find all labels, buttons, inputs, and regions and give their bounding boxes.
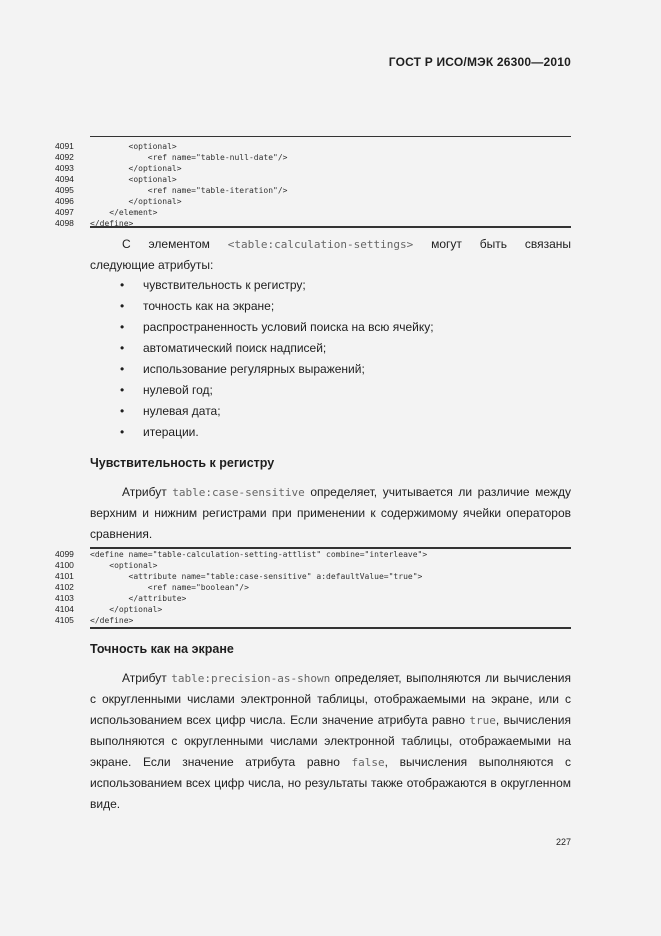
- line-number: 4095: [55, 185, 74, 195]
- line-number: 4101: [55, 571, 74, 581]
- code-text: </optional>: [90, 164, 182, 173]
- bullet-icon: •: [120, 320, 125, 334]
- bullet-icon: •: [120, 341, 125, 355]
- code-text: <ref name="boolean"/>: [90, 583, 249, 592]
- list-item: • точность как на экране;: [90, 296, 571, 317]
- list-item: • итерации.: [90, 422, 571, 443]
- code-text: </element>: [90, 208, 158, 217]
- code-text: </optional>: [90, 605, 163, 614]
- list-item: • чувствительность к регистру;: [90, 275, 571, 296]
- section1-paragraph: Атрибут table:case-sensitive определяет, учитывается ли различие между верхним и нижним регистрами при применении к содержимому ячейки операторов сравнения.: [90, 485, 571, 541]
- line-number: 4096: [55, 196, 74, 206]
- line-number: 4098: [55, 218, 74, 228]
- bullet-icon: •: [120, 383, 125, 397]
- line-number: 4104: [55, 604, 74, 614]
- value-false: false: [351, 756, 385, 769]
- intro-line-2: следующие атрибуты:: [90, 258, 214, 272]
- attribute-name: table:case-sensitive: [172, 486, 305, 499]
- list-item: • нулевой год;: [90, 380, 571, 401]
- intro-paragraph: [90, 234, 571, 276]
- code-text: </attribute>: [90, 594, 187, 603]
- line-number: 4094: [55, 174, 74, 184]
- intro-word: связаны: [524, 237, 571, 251]
- code-text: </define>: [90, 219, 134, 228]
- code-bottom-rule: [90, 627, 571, 629]
- line-number: 4105: [55, 615, 74, 625]
- list-item: • нулевая дата;: [90, 401, 571, 422]
- intro-word: С: [122, 237, 131, 251]
- line-number: 4102: [55, 582, 74, 592]
- code-text: <optional>: [90, 175, 177, 184]
- value-true: true: [469, 714, 496, 727]
- bullet-icon: •: [120, 362, 125, 376]
- line-number: 4097: [55, 207, 74, 217]
- document-header: ГОСТ Р ИСО/МЭК 26300—2010: [388, 55, 571, 69]
- bullet-icon: •: [120, 425, 125, 439]
- line-number: 4099: [55, 549, 74, 559]
- attribute-list: [90, 275, 571, 443]
- intro-word: элементом: [148, 237, 210, 251]
- bullet-icon: •: [120, 299, 125, 313]
- attribute-name: table:precision-as-shown: [171, 672, 331, 685]
- list-item: • автоматический поиск надписей;: [90, 338, 571, 359]
- section-heading-precision: Точность как на экране: [90, 642, 234, 656]
- list-item: • использование регулярных выражений;: [90, 359, 571, 380]
- line-number: 4103: [55, 593, 74, 603]
- bullet-icon: •: [120, 278, 125, 292]
- code-text: </optional>: [90, 197, 182, 206]
- intro-word: могут: [431, 237, 462, 251]
- code-text: <define name="table-calculation-setting-attlist" combine="interleave">: [90, 550, 428, 559]
- list-item: • распространенность условий поиска на всю ячейку;: [90, 317, 571, 338]
- line-number: 4100: [55, 560, 74, 570]
- page-number: 227: [556, 837, 572, 847]
- code-text: </define>: [90, 616, 134, 625]
- line-number: 4091: [55, 141, 74, 151]
- code-text: <optional>: [90, 561, 158, 570]
- intro-word: быть: [479, 237, 507, 251]
- code-bottom-rule: [90, 226, 571, 228]
- code-top-rule: [90, 136, 571, 137]
- line-number: 4092: [55, 152, 74, 162]
- line-number: 4093: [55, 163, 74, 173]
- intro-element-name: <table:calculation-settings>: [227, 238, 414, 251]
- section2-paragraph: Атрибут table:precision-as-shown определяет, выполняются ли вычисления с округленными числами электронной таблицы, отображаемыми на экране, или с использованием всех цифр числа. Если значение атрибута равно true, вычисления выполняются с округленными числами электронной таблицы, отображаемыми на экране. Если значение атрибута равно false, вычисления выполняются с использованием всех цифр числа, но результаты также отображаются в округленном виде.: [90, 671, 571, 811]
- code-text: <ref name="table-iteration"/>: [90, 186, 288, 195]
- code-text: <attribute name="table:case-sensitive" a:defaultValue="true">: [90, 572, 423, 581]
- code-text: <ref name="table-null-date"/>: [90, 153, 288, 162]
- section-heading-case-sensitivity: Чувствительность к регистру: [90, 456, 275, 470]
- bullet-icon: •: [120, 404, 125, 418]
- code-text: <optional>: [90, 142, 177, 151]
